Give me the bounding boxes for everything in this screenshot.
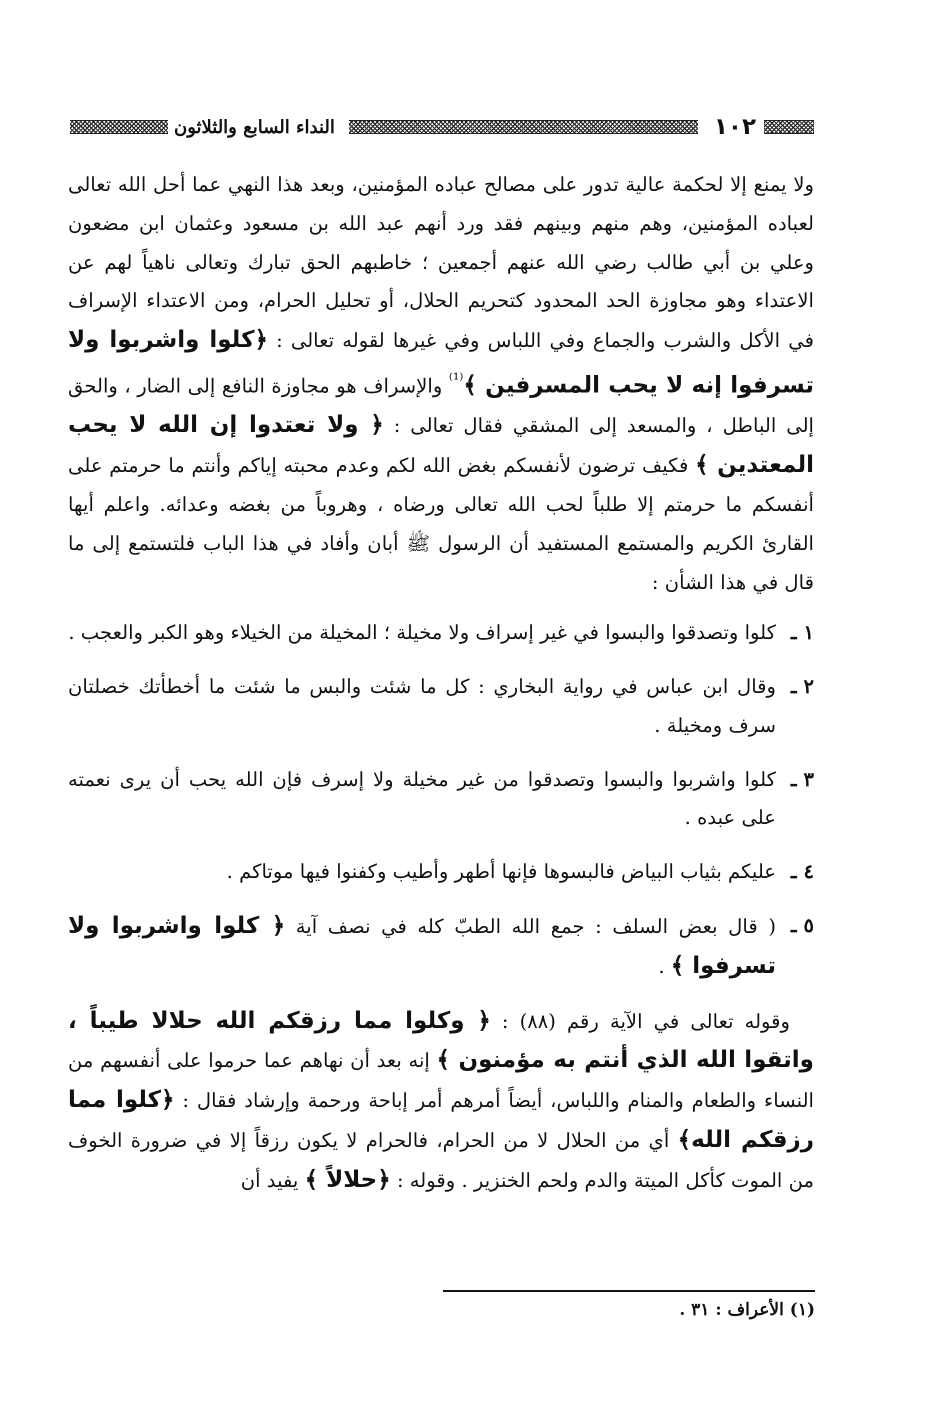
list-item: [68, 614, 814, 653]
footnote: (١) الأعراف : ٣١ .: [679, 1300, 815, 1320]
list-item: [68, 853, 814, 892]
list-item-number: ٢ ـ: [790, 675, 814, 699]
quran-quote-1: ﴿كلوا واشربوا ولا تسرفوا إنه لا يحب المسرفين ﴾: [68, 327, 814, 399]
list-item-body: وقال ابن عباس في رواية البخاري : كل ما شئت والبس ما شئت ما أخطأتك خصلتان سرف ومخيلة .: [68, 675, 776, 737]
footnote-reference: ⁽¹⁾: [448, 369, 464, 389]
intro-text-3: فكيف ترضون لأنفسكم بغض الله لكم وعدم محبته إياكم وأنتم ما حرمتم على أنفسكم ما حرمتم إلا طلباً لحب الله تعالى ورضاه ، وهروباً من بغضه وعدائه. واعلم أيها القارئ الكريم والمستمع المستفيد أن الرسول ﷺ أبان وأفاد في هذا الباب فلتستمع إلى ما قال في هذا الشأن :: [68, 454, 814, 594]
hadith-list: [68, 614, 814, 986]
quran-quote-2: ﴿ ولا تعتدوا إن الله لا يحب المعتدين ﴾: [68, 412, 814, 479]
list-item: [68, 907, 814, 987]
header-ornament-right: [764, 120, 814, 134]
tafsir-text-2: إنه بعد أن نهاهم عما حرموا على أنفسهم من النساء والطعام والمنام واللباس، أيضاً أمرهم أمر إباحة ورحمة وإرشاد فقال :: [68, 1049, 814, 1113]
page-body: [68, 166, 814, 1201]
quran-quote-list: ﴿ كلوا واشربوا ولا تسرفوا ﴾: [68, 913, 776, 979]
running-title: النداء السابع والثلاثون: [174, 116, 335, 138]
list-item-body: عليكم بثياب البياض فالبسوها فإنها أطهر وأطيب وكفنوا فيها موتاكم .: [226, 860, 776, 884]
tafsir-text-1: وقوله تعالى في الآية رقم (٨٨) :: [501, 1009, 791, 1033]
list-item-text: [68, 853, 776, 892]
quran-quote-3: ﴿ وكلوا مما رزقكم الله حلالا طيباً ، واتقوا الله الذي أنتم به مؤمنون ﴾: [68, 1007, 814, 1074]
list-item-number: ٤ ـ: [790, 860, 814, 884]
list-item-body: ( قال بعض السلف : جمع الله الطبّ كله في نصف آية: [295, 915, 776, 939]
quran-quote-4: ﴿كلوا مما رزقكم الله﴾: [68, 1087, 814, 1154]
list-item: [68, 668, 814, 746]
list-item-text: [68, 907, 776, 987]
quran-quote-5: ﴿حلالاً ﴾: [304, 1166, 391, 1193]
header-ornament-middle: [349, 120, 698, 134]
footnote-divider: [443, 1290, 815, 1292]
list-item-number: ١ ـ: [790, 621, 814, 645]
intro-text-2: والإسراف هو مجاوزة النافع إلى الضار ، والحق إلى الباطل ، والمسعد إلى المشقي فقال تعالى :: [68, 374, 814, 438]
list-item-text: [68, 614, 776, 653]
page-number: ١٠٢: [713, 114, 756, 140]
list-item-body: كلوا واشربوا والبسوا وتصدقوا من غير مخيلة ولا إسرف فإن الله يحب أن يرى نعمته على عبده .: [68, 767, 776, 830]
list-item: [68, 761, 814, 839]
tafsir-text-3: أي من الحلال لا من الحرام، فالحرام لا يكون رزقاً إلا في ضرورة الخوف من الموت كأكل الميتة والدم ولحم الخنزير . وقوله :: [68, 1129, 814, 1192]
list-item-tail: .: [658, 954, 671, 978]
tafsir-text-4: يفيد أن: [240, 1168, 299, 1192]
header-ornament-left: [70, 120, 168, 134]
intro-paragraph: [68, 166, 814, 602]
list-item-text: [68, 668, 776, 746]
running-header: [70, 112, 814, 142]
list-item-body: كلوا وتصدقوا والبسوا في غير إسراف ولا مخيلة ؛ المخيلة من الخيلاء وهو الكبر والعجب .: [68, 621, 776, 645]
intro-text-1: ولا يمنع إلا لحكمة عالية تدور على مصالح عباده المؤمنين، وبعد هذا النهي عما أحل الله تعالى لعباده المؤمنين، وهم منهم وبينهم فقد ورد أنهم عبد الله بن مسعود وعثمان ابن مضعون وعلي بن أبي طالب رضي الله عنهم أجمعين ؛ خاطبهم الحق تبارك وتعالى ناهياً لهم عن الاعتداء وهو مجاوزة الحد المحدود كتحريم الحلال، أو تحليل الحرام، ومن الاعتداء الإسراف في الأكل والشرب والجماع وفي اللباس وفي غيرها لقوله تعالى :: [68, 173, 814, 353]
tafsir-paragraph: [68, 1002, 814, 1201]
list-item-number: ٣ ـ: [790, 767, 814, 791]
list-item-text: [68, 761, 776, 839]
list-item-number: ٥ ـ: [790, 914, 814, 938]
